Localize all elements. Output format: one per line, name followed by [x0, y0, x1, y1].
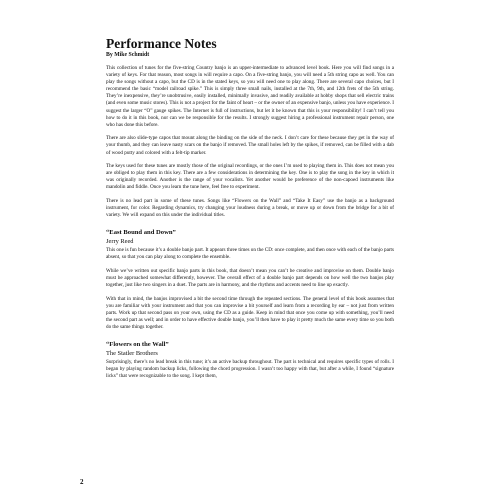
- page-number: 2: [80, 478, 84, 486]
- page-content: [106, 36, 394, 387]
- song-artist: The Statler Brothers: [106, 350, 158, 358]
- song-artist: Jerry Reed: [106, 238, 134, 246]
- song-paragraph: This one is fun because it’s a double banjo part. It appears three times on the CD: once complete, and then once with each of the banjo parts absent, so that you can play along to complete the ensemble.: [106, 247, 394, 261]
- intro-paragraph: The keys used for these tunes are mostly those of the original recordings, or the ones I’m used to playing them in. This does not mean you are obliged to play them in this key. There are a few considerations in determining the key. One is to play the song in the key in which it was originally recorded. Another is the range of your vocalists. Yet another would be preference of the non-capoed instruments like mandolin and fiddle. Once you learn the tune here, feel free to experiment.: [106, 163, 394, 191]
- intro-paragraph: There are also slide-type capos that mount along the binding on the side of the neck. I don’t care for these because they get in the way of your thumb, and they can leave nasty scars on the banjo if removed. The small holes left by the spikes, if removed, can be filled with a dab of wood putty and colored with a felt-tip marker.: [106, 135, 394, 156]
- song-title: “East Bound and Down”: [106, 229, 176, 237]
- song-paragraph: While we’ve written out specific banjo parts in this book, that doesn’t mean you can’t be creative and improvise on them. Double banjo must be approached somewhat differently, however. The overall effect of a double banjo part depends on how well the two banjos play together, just like two singers in a duet. The parts are in harmony, and the rhythms and accents need to line up exactly.: [106, 267, 394, 289]
- song-title: “Flowers on the Wall”: [106, 341, 169, 349]
- page-title: Performance Notes: [106, 36, 217, 51]
- song-paragraph: With that in mind, the banjos improvised a bit the second time through the repeated sections. The general level of this book assumes that you are familiar with your instrument and that you can improvise a bit yourself and learn from a recording by ear – not just from written parts. Work up that second pass on your own, using the CD as a guide. Keep in mind that once you come up with something, you’ll need the second part as well; and in order to have effective double banjo, you’ll then have to play it pretty much the same every time so you both do the same things together.: [106, 295, 394, 331]
- author-byline: By Mike Schmidt: [106, 52, 150, 58]
- intro-paragraph: This collection of tunes for the five-string Country banjo is an upper-intermediate to advanced level book. Here you will find songs in a variety of keys. For that reason, most songs in will require a capo. On a five-string banjo, you will need a 5th string capo as well. You can play the songs without a capo, but the CD is in the stated keys, so you will need one to play along. There are several capo choices, but I recommend the basic “model railroad spike.” This is simply three small nails, installed at the 7th, 9th, and 12th frets of the 5th string. They’re inexpensive, they’re unobtrusive, easily installed, minimally invasive, and readily available at hobby shops that sell electric trains (and even some music stores). This is not a project for the faint of heart – or the owner of an expensive banjo, unless you have experience. I suggest the larger “O” gauge spikes. The Internet is full of instructions, but let it be known that this is your responsibility! I can’t tell you how to do it in this book, nor can we be responsible for the results. I strongly suggest hiring a professional instrument repair person, one who has done this before.: [106, 65, 394, 128]
- song-paragraph: Surprisingly, there’s no lead break in this tune; it’s an active backup throughout. The part is technical and requires specific types of rolls. I began by playing random backup licks, following the chord progression. I wasn’t too happy with that, but after a while, I found “signature licks” that were recognizable to the song. I kept them,: [106, 359, 394, 380]
- intro-paragraph: There is no lead part in some of these tunes. Songs like “Flowers on the Wall” and “Take It Easy” use the banjo as a background instrument, for color. Regarding dynamics, try changing your loudness during a break, or move up or down from the bridge for a bit of variety. We will expand on this under the individual titles.: [106, 198, 394, 219]
